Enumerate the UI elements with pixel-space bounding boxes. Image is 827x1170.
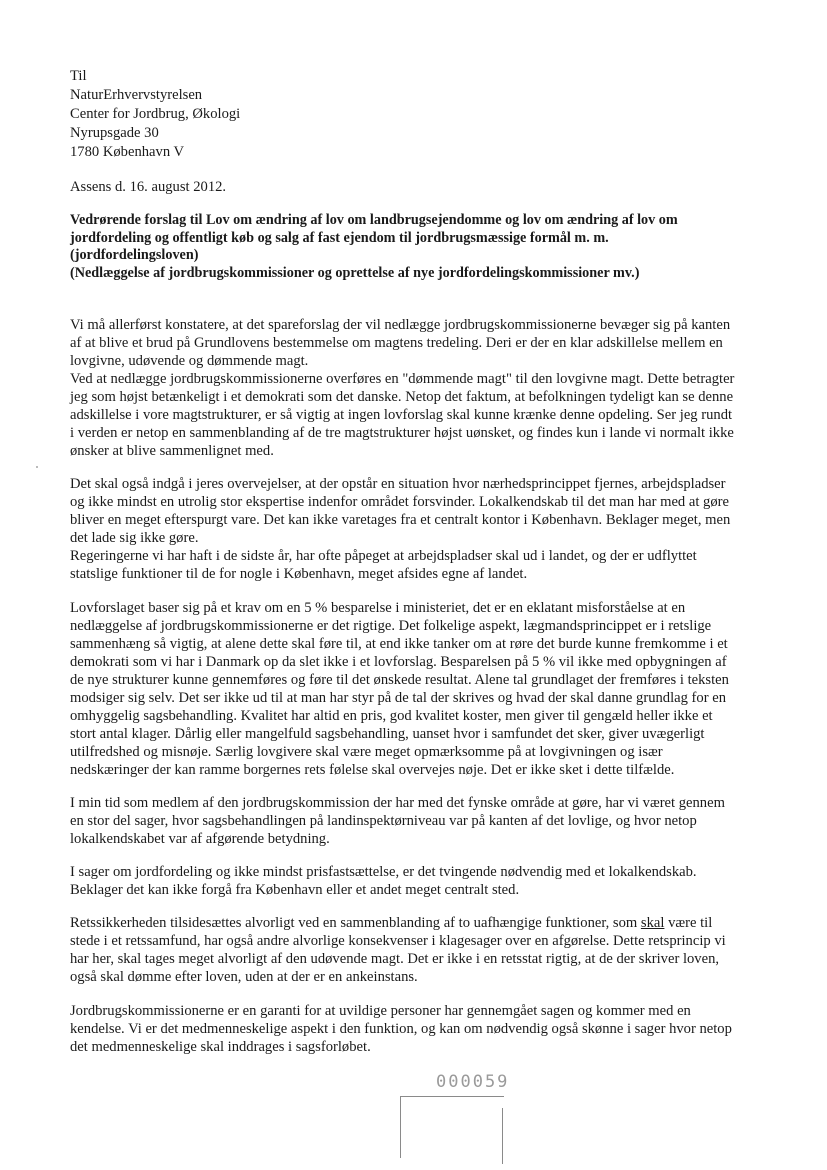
stamp-rule [502, 1108, 503, 1164]
p6-underlined-word: skal [640, 915, 665, 931]
p3-line: omhyggelig sagsbehandling. Kvalitet har altid en pris, god kvalitet koster, men giver til gengæld heller ikke et [70, 708, 713, 724]
p2-line: det lade sig ikke gøre. [70, 530, 199, 546]
p6-line [70, 914, 712, 933]
p3-line: modsiger sig selv. Det ser ikke ud til at man har styr på de tal der skrives og hvad der skal danne grundlag for en [70, 690, 726, 706]
p5-line: Beklager det kan ikke forgå fra København eller et andet meget centralt sted. [70, 882, 520, 898]
p1-line: adskillelse i vore magtstrukturer, er så vigtig at ingen lovforslag skal kunne krænke denne opdeling. Ser jeg rundt [70, 407, 733, 423]
subject-line-3: (jordfordelingsloven) [70, 247, 199, 263]
p2-line: Regeringerne vi har haft i de sidste år, har ofte påpeget at arbejdspladser skal ud i landet, og der er udflyttet [70, 548, 697, 564]
p4-line: en stor del sager, hvor sagsbehandlingen på landinspektørniveau var på kanten af det lovlige, og hvor netop [70, 813, 697, 829]
p6-text: Retssikkerheden tilsidesættes alvorligt ved en sammenblanding af to uafhængige funktioner, som [70, 915, 641, 931]
scan-speck [36, 466, 38, 468]
p4-line: I min tid som medlem af den jordbrugskommission der har med det fynske område at gøre, har vi været gennem [70, 795, 725, 811]
recipient-city: 1780 København V [70, 144, 185, 160]
p3-line: de nye strukturer kunne gennemføres og føre til det ønskede resultat. Alene tal grundlaget der fremføres i teksten [70, 672, 729, 688]
p2-line: statslige funktioner til de for nogle i København, meget afsides egne af landet. [70, 566, 528, 582]
recipient-dept: Center for Jordbrug, Økologi [70, 106, 241, 122]
p6-text: være til [664, 915, 713, 931]
subject-line-1: Vedrørende forslag til Lov om ændring af lov om landbrugsejendomme og lov om ændring af lov om [70, 212, 678, 228]
p3-line: utilfredshed og misnøje. Særlig lovgivere skal være meget opmærksomme på at lovgivningen og især [70, 744, 663, 760]
p3-line: demokrati som vi har i Danmark op da slet ikke i et lovforslag. Besparelsen på 5 % vil ikke med opbygningen af [70, 654, 727, 670]
p1-line: Ved at nedlægge jordbrugskommissionerne overføres en "dømmende magt" til den lovgivne magt. Dette betragter [70, 371, 735, 387]
p2-line: Det skal også indgå i jeres overvejelser, at der opstår en situation hvor nærhedsprincippet fjernes, arbejdspladser [70, 476, 726, 492]
p3-line: nedskæringer der kan ramme borgernes rets følelse skal overvejes nøje. Det er ikke sket i dette tilfælde. [70, 762, 675, 778]
p1-line: af at blive et brud på Grundlovens bestemmelse om magtens tredeling. Deri er der en klar adskillelse mellem en [70, 335, 723, 351]
subject-line-4: (Nedlæggelse af jordbrugskommissioner og oprettelse af nye jordfordelingskommissioner mv.) [70, 265, 640, 281]
p1-line: lovgivne, udøvende og dømmende magt. [70, 353, 309, 369]
recipient-org: NaturErhvervstyrelsen [70, 87, 203, 103]
p1-line: jeg som højst betænkeligt i et demokrati som det danske. Netop det faktum, at befolkningen tydeligt kan se denne [70, 389, 734, 405]
stamp-rule [400, 1096, 401, 1158]
page-stamp: 000059 [436, 1072, 510, 1092]
p6-line: har her, skal tages meget alvorligt af den udøvende magt. Det er ikke i en retsstat rigtig, at de der skriver loven, [70, 951, 720, 967]
p3-line: stort antal klager. Dårlig eller mangelfuld sagsbehandling, uanset hvor i samfundet det sker, giver uvægerligt [70, 726, 705, 742]
p1-line: i verden er netop en sammenblanding af de tre magtstrukturer højst uønsket, og findes kun i lande vi normalt ikke [70, 425, 734, 441]
p7-line: det medmenneskelige skal inddrages i sagsforløbet. [70, 1039, 371, 1055]
p7-line: Jordbrugskommissionerne er en garanti for at uvildige personer har gennemgået sagen og kommer med en [70, 1003, 691, 1019]
p5-line: I sager om jordfordeling og ikke mindst prisfastsættelse, er det tvingende nødvendig med et lokalkendskab. [70, 864, 697, 880]
p3-line: Lovforslaget baser sig på et krav om en 5 % besparelse i ministeriet, det er en eklatant misforståelse at en [70, 600, 686, 616]
p6-line: også skal dømme efter loven, uden at der er en ankeinstans. [70, 969, 418, 985]
p2-line: bliver en meget efterspurgt vare. Det kan ikke varetages fra et centralt kontor i København. Beklager meget, men [70, 512, 731, 528]
p1-line: ønsker at blive sammenlignet med. [70, 443, 274, 459]
p6-line: stede i et retssamfund, har også andre alvorlige konsekvenser i klagesager over en afgørelse. Dette retsprincip vi [70, 933, 726, 949]
p2-line: og ikke mindst en utrolig stor ekspertise indenfor området forsvinder. Lokalkendskab til det man har med at gøre [70, 494, 729, 510]
subject-line-2: jordfordeling og offentligt køb og salg af fast ejendom til jordbrugsmæssige formål m. m. [70, 230, 609, 246]
p3-line: sammenhæng så vigtig, at alene dette skal føre til, at end ikke tanker om at røre det burde kunne fremkomme i et [70, 636, 728, 652]
recipient-salutation: Til [70, 68, 87, 84]
p4-line: lokalkendskabet var af afgørende betydning. [70, 831, 330, 847]
p3-line: nedlæggelse af jordbrugskommissionerne er det rigtige. Det folkelige aspekt, lægmandsprincippet er i retslige [70, 618, 712, 634]
p1-line: Vi må allerførst konstatere, at det spareforslag der vil nedlægge jordbrugskommissionerne bevæger sig på kanten [70, 317, 731, 333]
p7-line: kendelse. Vi er det medmenneskelige aspekt i den funktion, og kan om nødvendig også skønne i sager hvor netop [70, 1021, 732, 1037]
recipient-street: Nyrupsgade 30 [70, 125, 159, 141]
stamp-rule [400, 1096, 504, 1097]
date-line: Assens d. 16. august 2012. [70, 179, 227, 195]
